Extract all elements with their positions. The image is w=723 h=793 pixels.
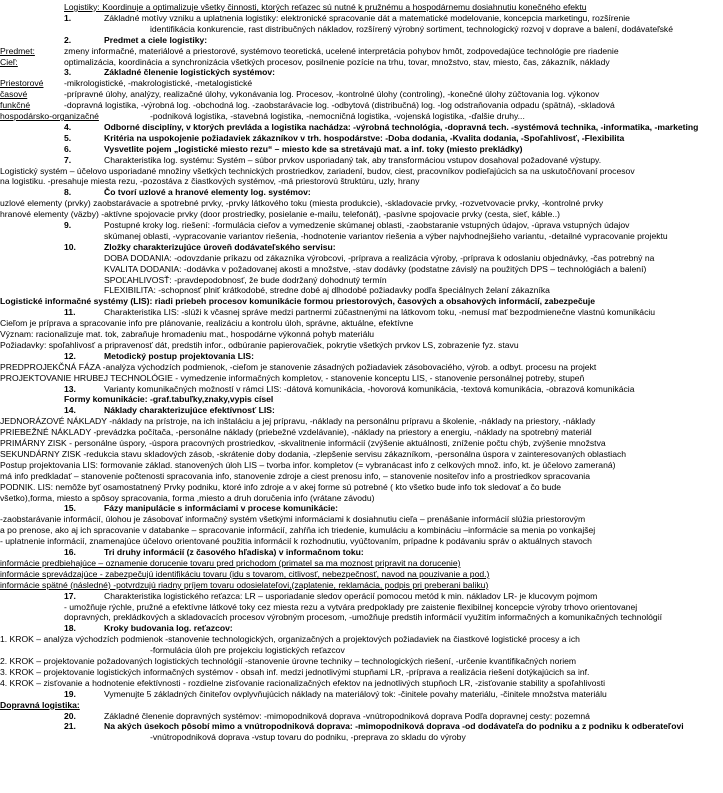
line-text: Cieľom je príprava a spracovanie info pre plánovanie, realizáciu a kontrolu úloh, správne, aktuálne, efektívne [0,318,414,329]
text-line [0,536,723,547]
text-line [0,89,723,100]
text-line [0,558,723,569]
row-label: časové [0,89,28,100]
line-text: FLEXIBILITA: -schopnosť plniť krátkodobé, stredne dobé aj dlhodobé požiadavky podľa špeciálnych želaní zákazníka [104,285,550,296]
line-text: Kritéria na uspokojenie požiadaviek zákazníkov v trh. hospodárstve: -Doba dodania, -Kvalita dodania, -Spoľahlivosť, -Flexibilita [104,132,625,143]
text-line [0,645,723,656]
text-line [0,460,723,471]
line-text: Logistiky: Koordinuje a optimalizuje všetky činnosti, ktorých reťazec sú nutné k pružnému a hospodárnemu dosiahnutiu konečného efektu [64,2,587,12]
item-number: 21. [64,721,76,732]
line-text: Metodický postup projektovania LIS: [104,350,254,361]
line-text: Charakteristika logistického reťazca: LR – usporiadanie sledov operácií pomocou metód k min. nákladov LR- je klucovym pojmom [104,590,598,601]
text-line [0,351,723,362]
line-text: PRIEBEŽNÉ NÁKLADY -prevádzka počítača, -personálne náklady (priebežné vzdelávanie), -náklady na priestory a energiu, -náklady na spotrebný materiál [0,427,592,438]
text-line [0,493,723,504]
line-text: má info predkladať – stanovenie počtenosti spracovania info, stanovenie zdroje a ciest prenosu info, – stanovenie nositeľov info a prostriedkov spracovania [0,470,590,481]
line-text: KVALITA DODANIA: -dodávka v požadovanej akosti a množstve, -stav dodávky (podstatne závislý na použitých DPS – technológiách a balení) [104,263,647,274]
line-text: Charakteristika LIS: -slúži k včasnej správe medzi partnermi zúčastnenými na látkovom toku, -nemusí mať bezpodmienečne vlastnú komunikáciu [104,307,656,318]
text-line [0,591,723,602]
text-line [0,689,723,700]
line-text: Požiadavky: spoľahlivosť a pripravenosť dát, predstih infor., odbúranie papierovačiek, pokrytie všetkých prvkov LS, zobrazenie fyz. stavu [0,339,519,350]
text-line [0,57,723,68]
text-line [0,78,723,89]
line-text: Odborné disciplíny, v ktorých prevláda a logistika nachádza: -výrobná technológia, -dopravná tech. -systémová technika, -informatika, -marketing [104,121,699,132]
item-number: 14. [64,405,76,416]
text-line [0,275,723,286]
line-text: -dopravná logistika, -výrobná log. -obchodná log. -zaobstarávacie log. -odbytová (distribučná) log. -log odstraňovania odpadu (spätná), -skladová [64,100,615,111]
line-text: optimalizácia, koordinácia a synchronizácia všetkých procesov, posilnenie pozície na trhu, tovar, množstvo, stav, miesto, čas, zákazník, náklady [64,56,610,67]
line-text: Vysvetlite pojem „logistické miesto rezu“ – miesto kde sa stretávajú mat. a inf. toky (miesto prekládky) [104,143,523,154]
line-text: Postup projektovania LIS: formovanie základ. stanovených úloh LIS – tvorba infor. kompletov (= vybranácast info z celkových množ. info, kt. je účelovo zameraná) [0,459,616,470]
text-line [0,678,723,689]
item-number: 20. [64,710,76,721]
line-text: Postupné kroky log. riešení: -formulácia cieľov a vymedzenie skúmanej oblasti, -zaobstaranie vstupných údajov, -úprava vstupných údajov [104,220,630,230]
text-line [0,209,723,220]
line-text: a po prenose, ako aj ich spracovanie v databanke – spracovanie informácií, zahŕňa ich triedenie, kumuláciu a kombináciu –informácie sa menia po vonkajšej [0,525,596,536]
line-text: informácie predbiehajúce – oznamenie dorucenie tovaru pred prichodom (primatel sa ma moznost pripravit na dorucenie) [0,557,461,568]
line-text: PREDPROJEKČNÁ FÁZA -analýza východzích podmienok, -cieľom je stanovenie zásadných požiadaviek zásobovaciého, výrob. a odbyt. procesu na projekt [0,361,597,372]
text-line [0,700,723,711]
line-text: Formy komunikácie: -graf.tabuľky,znaky,vypis císel [64,394,274,405]
line-text: Základné motívy vzniku a uplatnenia logistiky: elektronické spracovanie dát a matematické modelovanie, koncepcia marketingu, rozšírenie [104,12,630,23]
line-text: Na akých úsekoch pôsobí mimo a vnútropodniková doprava: -mimopodniková doprava -od dodávateľa do podniku a z podniku k odberateľovi [104,721,684,732]
text-line [0,416,723,427]
text-line [0,24,723,35]
line-text: identifikácia konkurencie, rast distribučných nákladov, rozšírený výrobný sortiment, technologický rozvoj v doprave a balení, dodávateľské [150,23,674,34]
text-line [0,623,723,634]
item-number: 1. [64,12,72,23]
item-number: 7. [64,154,72,165]
line-text: -zaobstarávanie informácií, úlohou je zásobovať informačný systém všetkými informáciami k dosiahnutiu cieľa – prenášanie informácií slúžia priestorovým [0,514,586,525]
line-text: 3. KROK – projektovanie logistických informačných systémov - obsah inf. medzi jednotlivými stupňami LR, -príprava a realizácia riešení dotýkajúcich sa inf. [0,666,590,677]
text-line [0,438,723,449]
text-line [0,35,723,46]
line-text: 4. KROK – zisťovanie a hodnotenie efektívnosti - rozdielne zisťovanie racionalizačných efektov na jednotlivých stupňoch LR, -zisťovanie stability a spoľahlivosti [0,677,605,688]
line-text: Náklady charakterizujúce efektívnosť LIS: [104,405,275,416]
text-line [0,46,723,57]
text-line [0,503,723,514]
item-number: 2. [64,34,72,45]
item-number: 9. [64,220,72,230]
line-text: 2. KROK – projektovanie požadovaných logistických technológií -stanovenie úrovne techniky – technologických riešení, -určenie kvantifikačných noriem [0,656,577,666]
line-text: skúmanej oblasti, -vypracovanie variantov riešenia, -hodnotenie variantov riešenia a výber najvhodnejšieho variantu, -detailné vypracovanie projektu [104,230,668,241]
line-text: JEDNORÁZOVÉ NÁKLADY -náklady na prístroje, na ich inštaláciu a jej prípravu, -náklady na personálnu prípravu a školenie, -náklady na priestory, -náklady [0,416,596,427]
text-line [0,155,723,166]
text-line [0,525,723,536]
line-text: Zložky charakterizujúce úroveň dodávateľského servisu: [104,241,336,252]
text-line [0,656,723,667]
item-number: 13. [64,383,76,394]
line-text: uzlové elementy (prvky) zaobstarávacie a spotrebné prvky, -prvky látkového toku (miesta produkcie), -skladovacie prvky, -rozvetvovacie prvky, -kontrolné prvky [0,198,604,209]
text-line [0,176,723,187]
text-line [0,394,723,405]
item-number: 15. [64,503,76,514]
text-line [0,711,723,722]
text-line [0,296,723,307]
text-line [0,242,723,253]
text-line [0,111,723,122]
text-line [0,547,723,558]
line-text: Predmet a ciele logistiky: [104,34,208,45]
text-line [0,569,723,580]
text-line [0,471,723,482]
text-line [0,482,723,493]
line-text: dopravných, prekládkových a skladovacích procesov výrobným procesom, -umožňuje predstih informácií využitím informačných a komunikačných technológií [64,612,663,623]
item-number: 10. [64,241,76,252]
text-line [0,144,723,155]
text-line [0,122,723,133]
line-text: - uplatnenie informácií, znamenajúce účelovo orientované použitia informácií k rozhodnutiu, vyúčtovaním, prípadne k podávaniu správ o aktuálnych stavoch [0,536,592,547]
text-line [0,264,723,275]
text-line [0,449,723,460]
line-text: -podniková logistika, -stavebná logistika, -nemocničná logistika, -vojenská logistika, -ďalšie druhy... [150,111,525,121]
item-number: 11. [64,307,76,318]
line-text: Základné členenie logistických systémov: [104,67,275,78]
line-text: na logistiku. -presahuje miesta rezu, -pozostáva z čiastkových systémov, -má priestorovú štruktúru, uzly, hrany [0,176,420,187]
text-line [0,253,723,264]
text-line [0,133,723,144]
text-line [0,634,723,645]
line-text: Logistické informačné systémy (LIS): riadi priebeh procesov komunikácie formou priestorových, časových a obsahových informácií, zabezpečuje [0,296,596,307]
text-line [0,721,723,732]
text-line [0,405,723,416]
item-number: 3. [64,67,72,78]
line-text: -prípravné úlohy, analýzy, realizačné úlohy, vykonávania log. Procesov, -kontrolné úlohy (controling), -konečné úlohy zúčtovania log. výkonov [64,89,600,100]
text-line [0,231,723,242]
text-line [0,384,723,395]
text-line [0,427,723,438]
item-number: 5. [64,132,72,143]
item-number: 17. [64,590,76,601]
text-line [0,667,723,678]
text-line [0,2,723,13]
line-text: -formulácia úloh pre projekciu logistických reťazcov [150,645,345,656]
row-label: funkčné [0,100,31,111]
line-text: 1. KROK – analýza východzích podmienok -stanovenie technologických, organizačných a projektových požiadaviek na čiastkové logistické procesy a ich [0,634,580,645]
item-number: 19. [64,688,76,699]
line-text: - umožňuje rýchle, pružné a efektívne látkové toky cez miesta rezu a vytvára predpoklady pre zaistenie flexibilnej koncepcie výroby trhovo orientovanej [64,601,638,612]
text-line [0,100,723,111]
line-text: SEKUNDÁRNY ZISK -redukcia stavu skladových zásob, -skrátenie doby dodania, -zlepšenie servisu zákazníkom, -personálna úspora v zainteresovaných oblastiach [0,448,627,459]
line-text: Tri druhy informácií (z časového hľadiska) v informačnom toku: [104,547,364,557]
line-text: Základné členenie dopravných systémov: -mimopodniková doprava -vnútropodniková doprava Podľa dopravnej cesty: pozemná [104,710,590,721]
line-text: PRIMÁRNY ZISK - personálne úspory, -úspora pracovných prostriedkov, -skvalitnenie informácií (zvýšenie aktuálnosti, zníženie počtu chýb, zvýšenie množstva [0,438,606,448]
item-number: 4. [64,121,72,132]
row-label: hospodársko-organizačné [0,111,99,121]
line-text: -vnútropodniková doprava -vstup tovaru do podniku, -preprava zo skladu do výroby [150,732,466,743]
line-text: SPOĽAHLIVOSŤ: -pravdepodobnosť, že bude dodržaný dohodnutý termín [104,274,387,285]
line-text: hranové elementy (väzby) -aktívne spojovacie prvky (door prostriedky, posielanie e-mailu, telefonát), -pasívne spojovacie prvky (cesta, sieť, káble..) [0,209,560,220]
line-text: PROJEKTOVANIE HRUBEJ TECHNOLÓGIE - vymedzenie informačných kompletov, - stanovenie konceptu LIS, - stanovenie personálnej potreby, stupeň [0,372,585,383]
line-text: zmeny informačné, materiálové a priestorové, systémovo teoretická, ucelené interpretácia pohybov hmôt, zodpovedajúce technológie pre riadenie [64,45,619,56]
text-line [0,329,723,340]
text-line [0,307,723,318]
item-number: 16. [64,547,76,557]
text-line [0,318,723,329]
line-text: všetko),forma, miesto a spôsoy spracovania, forma ,miesto a druh doručenia info (vrátane závodu) [0,492,375,503]
line-text: Fázy manipulácie s informáciami v procese komunikácie: [104,503,339,514]
line-text: Čo tvorí uzlové a hranové elementy log. systémov: [104,187,311,198]
text-line [0,612,723,623]
line-text: informácie spätné (následné) -potvrdzujú riadny príjem tovaru odosielateľovi,(zaplatenie, reklamácia, podpis pri preberani baliku) [0,579,489,590]
text-line [0,166,723,177]
text-line [0,373,723,384]
text-line [0,13,723,24]
text-line [0,580,723,591]
line-text: PODNIK. LIS: nemôže byť osamostatnený Prvky podniku, ktoré info zdroje a v akej forme sú potrebné ( kto všetko bude info tok sledovať a čo bude [0,481,562,492]
row-label: Priestorové [0,78,44,89]
text-line [0,220,723,231]
text-line [0,602,723,613]
text-line [0,285,723,296]
line-text: informácie sprevádzajúce - zabezpečujú identifikáciu tovaru (idu s tovarom, citlivosť, nebezpečnosť, navod na pouzivanie a pod.) [0,568,490,579]
line-text: Logistický systém – účelovo usporiadané množiny všetkých technických prostriedkov, zariadení, budov, ciest, pracovníkov podieľajúcich sa na uskutočňovaní procesov [0,165,635,176]
text-line [0,187,723,198]
line-text: Charakteristika log. systému: Systém – súbor prvkov usporiadaný tak, aby transformáciou vstupov dosahoval požadované výstupy. [104,154,602,165]
line-text: Význam: racionalizuje mat. tok, zabraňuje hromadeniu mat., hospodárne výkonná pohyb materiálu [0,329,375,339]
item-number: 8. [64,187,72,198]
text-line [0,514,723,525]
text-line [0,362,723,373]
line-text: Vymenujte 5 základných činiteľov ovplyvňujúcich náklady na materiálový tok: -činitele povahy materiálu, -činitele množstva materiálu [104,688,607,699]
item-number: 18. [64,623,76,634]
item-number: 6. [64,143,72,154]
line-text: -mikrologistické, -makrologistické, -metalogistické [64,78,253,89]
line-text: Dopravná logistika: [0,699,80,710]
text-line [0,340,723,351]
row-label: Cieľ: [0,56,18,67]
row-label: Predmet: [0,45,35,56]
item-number: 12. [64,350,76,361]
text-line [0,198,723,209]
line-text: Kroky budovania log. reťazcov: [104,623,233,634]
text-line [0,67,723,78]
line-text: DOBA DODANIA: -odovzdanie príkazu od zákazníka výrobcovi, -príprava a realizácia výroby, -príprava k odoslaniu objednávky, -čas potrebný na [104,252,655,263]
line-text: Varianty komunikačných možností v rámci LIS: -dátová komunikácia, -hovorová komunikácia, -textová komunikácia, -obrazová komunikácia [104,383,635,394]
text-line [0,732,723,743]
